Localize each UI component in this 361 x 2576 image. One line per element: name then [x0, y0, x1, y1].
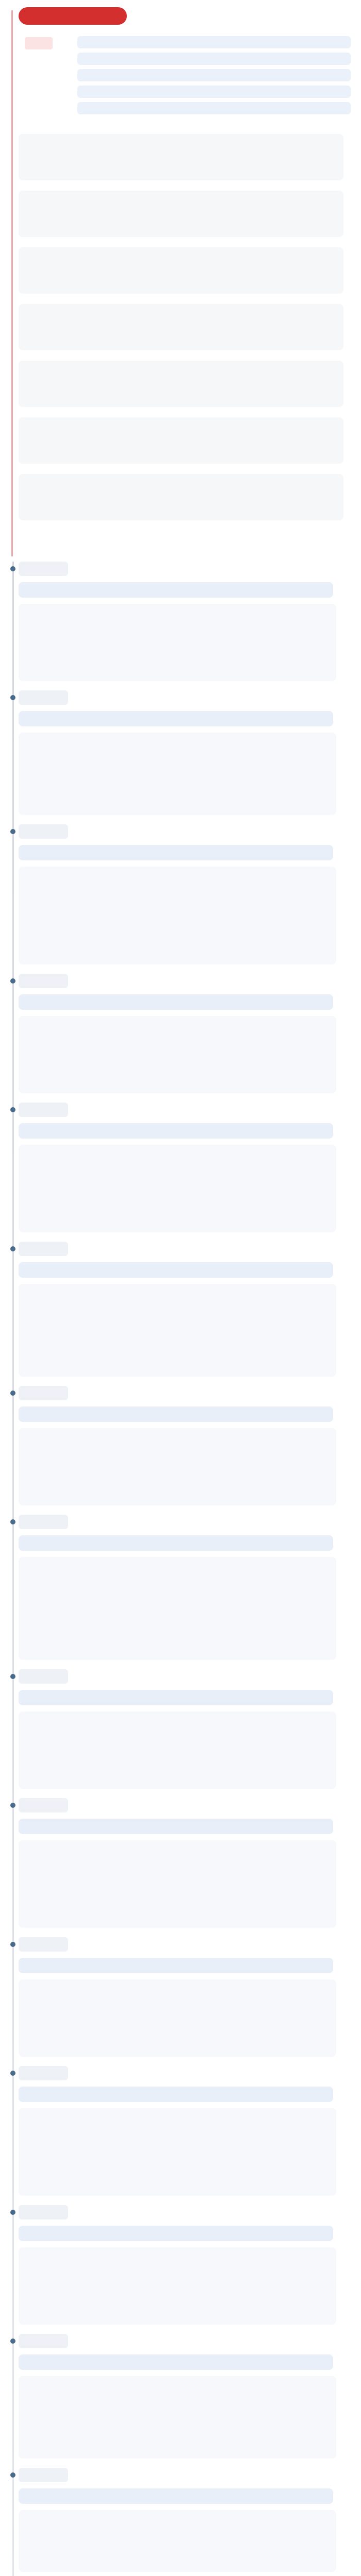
section-dot — [10, 1246, 15, 1251]
section-title — [19, 2468, 68, 2482]
section-dot — [10, 566, 15, 571]
summary-row — [77, 36, 351, 48]
news-card — [19, 1284, 336, 1377]
summary-row — [77, 69, 351, 81]
news-card — [19, 1711, 336, 1789]
section-dot — [10, 1803, 15, 1808]
section-title — [19, 1242, 68, 1256]
news-card — [19, 2247, 336, 2325]
section-summary — [19, 1406, 333, 1422]
news-card — [19, 604, 336, 681]
section-summary — [19, 711, 333, 726]
news-card — [19, 1557, 336, 1660]
intro-card — [19, 417, 343, 464]
summary-row — [77, 53, 351, 65]
hot-label — [25, 37, 53, 49]
section-heading — [19, 2334, 336, 2351]
section-heading — [19, 1669, 336, 1686]
intro-card — [19, 134, 343, 180]
news-card — [19, 2108, 336, 2196]
header-area — [0, 0, 361, 562]
section-dot — [10, 695, 15, 700]
section-dot — [10, 1391, 15, 1396]
section-heading — [19, 2205, 336, 2222]
section-heading — [19, 690, 336, 707]
summary-row — [77, 86, 351, 98]
section-summary — [19, 1262, 333, 1278]
news-card — [19, 867, 336, 964]
section-heading — [19, 974, 336, 991]
news-card — [19, 2510, 336, 2572]
intro-card — [19, 361, 343, 407]
section-summary — [19, 1535, 333, 1551]
section-summary — [19, 1958, 333, 1973]
section-heading — [19, 1103, 336, 1120]
section-title — [19, 2205, 68, 2219]
section-title — [19, 562, 68, 576]
section-heading — [19, 1937, 336, 1954]
intro-card — [19, 474, 343, 520]
page-title — [19, 7, 127, 25]
timeline-connector — [12, 562, 14, 2576]
news-card — [19, 1979, 336, 2057]
section-title — [19, 824, 68, 839]
section-summary — [19, 2226, 333, 2241]
section-dot — [10, 1674, 15, 1679]
section-title — [19, 1798, 68, 1812]
news-card — [19, 733, 336, 815]
section-heading — [19, 2468, 336, 2485]
news-card — [19, 1428, 336, 1505]
section-summary — [19, 845, 333, 860]
intro-card — [19, 191, 343, 237]
section-heading — [19, 1515, 336, 1532]
section-title — [19, 1515, 68, 1529]
news-card — [19, 1016, 336, 1093]
section-heading — [19, 562, 336, 579]
news-card — [19, 2376, 336, 2459]
section-dot — [10, 829, 15, 834]
section-heading — [19, 1242, 336, 1259]
section-dot — [10, 2338, 15, 2344]
intro-card — [19, 247, 343, 294]
section-title — [19, 690, 68, 705]
section-title — [19, 1937, 68, 1952]
section-dot — [10, 2472, 15, 2478]
section-dot — [10, 2210, 15, 2215]
summary-row — [77, 102, 351, 114]
section-title — [19, 2066, 68, 2080]
section-summary — [19, 582, 333, 598]
news-card — [19, 1840, 336, 1928]
section-summary — [19, 1690, 333, 1705]
news-card — [19, 1145, 336, 1232]
section-dot — [10, 1107, 15, 1112]
section-summary — [19, 1819, 333, 1834]
section-dot — [10, 978, 15, 984]
section-summary — [19, 2354, 333, 2370]
section-dot — [10, 1942, 15, 1947]
intro-card — [19, 304, 343, 350]
section-summary — [19, 2488, 333, 2504]
section-dot — [10, 1519, 15, 1524]
section-heading — [19, 824, 336, 841]
section-summary — [19, 994, 333, 1010]
section-title — [19, 974, 68, 988]
section-heading — [19, 1798, 336, 1815]
section-heading — [19, 1386, 336, 1403]
timeline — [0, 562, 361, 2576]
section-title — [19, 1103, 68, 1117]
section-summary — [19, 1123, 333, 1139]
section-summary — [19, 2087, 333, 2102]
section-title — [19, 1386, 68, 1400]
section-title — [19, 2334, 68, 2348]
section-heading — [19, 2066, 336, 2083]
timeline-connector — [11, 10, 13, 556]
section-dot — [10, 2071, 15, 2076]
section-title — [19, 1669, 68, 1684]
